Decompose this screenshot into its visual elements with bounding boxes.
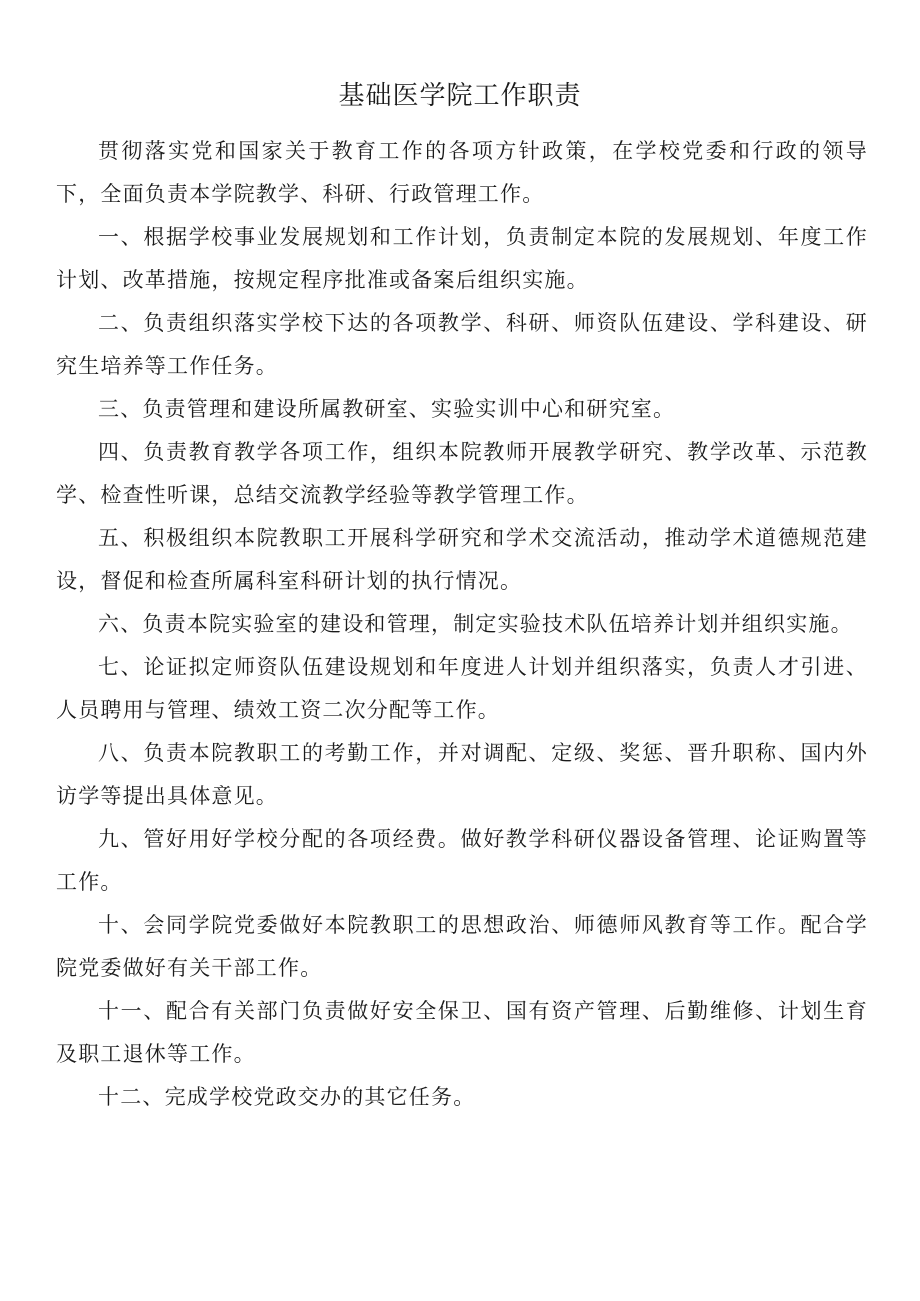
duty-item-12: 十二、完成学校党政交办的其它任务。: [98, 1085, 476, 1109]
page-title: 基础医学院工作职责: [338, 81, 582, 111]
duty-item-1: 一、根据学校事业发展规划和工作计划，负责制定本院的发展规划、年度工作计划、改革措施，按规定程序批准或备案后组织实施。: [56, 225, 868, 292]
document-body: [56, 130, 868, 1119]
duty-item-9: 九、管好用好学校分配的各项经费。做好教学科研仪器设备管理、论证购置等工作。: [56, 827, 868, 894]
duty-item-4: 四、负责教育教学各项工作，组织本院教师开展教学研究、教学改革、示范教学、检查性听课，总结交流教学经验等教学管理工作。: [56, 440, 868, 507]
intro-paragraph: 贯彻落实党和国家关于教育工作的各项方针政策，在学校党委和行政的领导下，全面负责本学院教学、科研、行政管理工作。: [56, 139, 868, 206]
duty-item-11: 十一、配合有关部门负责做好安全保卫、国有资产管理、后勤维修、计划生育及职工退休等工作。: [56, 999, 868, 1066]
duty-item-5: 五、积极组织本院教职工开展科学研究和学术交流活动，推动学术道德规范建设，督促和检查所属科室科研计划的执行情况。: [56, 526, 868, 593]
duty-item-7: 七、论证拟定师资队伍建设规划和年度进人计划并组织落实，负责人才引进、人员聘用与管理、绩效工资二次分配等工作。: [56, 655, 868, 722]
duty-item-3: 三、负责管理和建设所属教研室、实验实训中心和研究室。: [98, 397, 676, 421]
duty-item-6: 六、负责本院实验室的建设和管理，制定实验技术队伍培养计划并组织实施。: [98, 612, 853, 636]
duty-item-2: 二、负责组织落实学校下达的各项教学、科研、师资队伍建设、学科建设、研究生培养等工作任务。: [56, 311, 868, 378]
duty-item-10: 十、会同学院党委做好本院教职工的思想政治、师德师风教育等工作。配合学院党委做好有关干部工作。: [56, 913, 868, 980]
duty-item-8: 八、负责本院教职工的考勤工作，并对调配、定级、奖惩、晋升职称、国内外访学等提出具体意见。: [56, 741, 868, 808]
